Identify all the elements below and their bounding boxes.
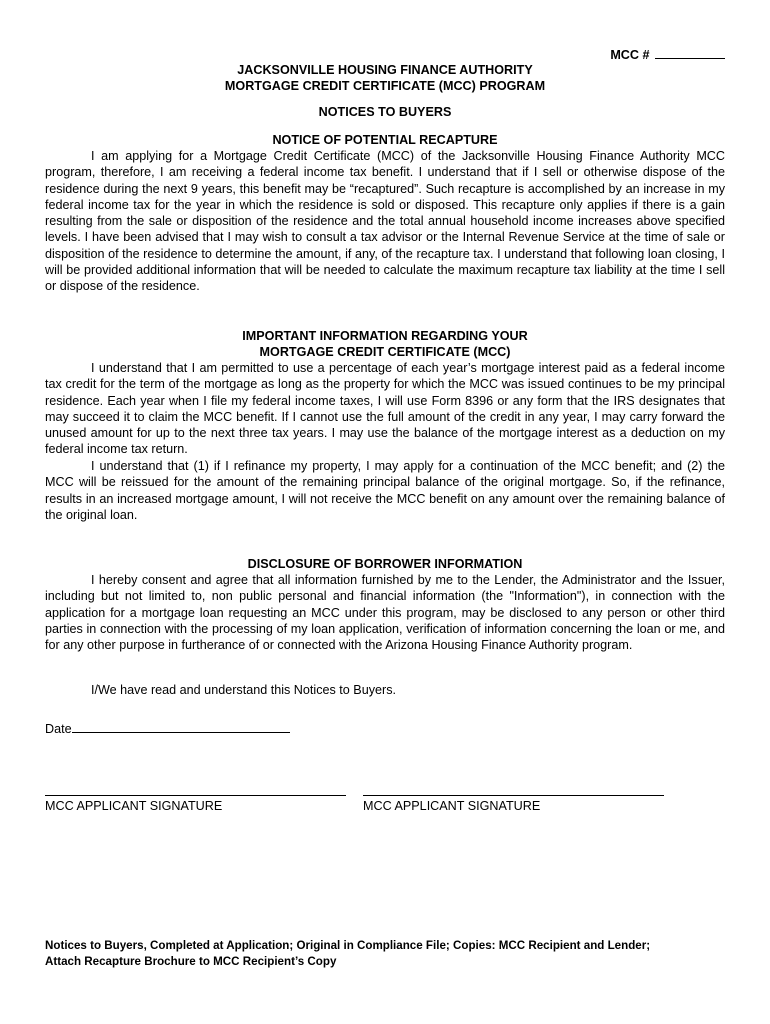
recapture-heading: NOTICE OF POTENTIAL RECAPTURE [272, 133, 498, 147]
date-label: Date [45, 722, 72, 736]
authority-title: JACKSONVILLE HOUSING FINANCE AUTHORITY [237, 63, 533, 77]
mcc-number-blank[interactable] [655, 47, 725, 59]
footer-note [45, 938, 735, 970]
date-field [45, 720, 290, 736]
mcc-number-label: MCC # [610, 48, 650, 62]
important-heading-line1: IMPORTANT INFORMATION REGARDING YOUR [242, 329, 528, 343]
footer-line-2: Attach Recapture Brochure to MCC Recipient’s Copy [45, 955, 337, 968]
signature-line-right[interactable] [363, 795, 664, 796]
date-blank[interactable] [72, 720, 290, 733]
signature-line-left[interactable] [45, 795, 346, 796]
signature-label-left: MCC APPLICANT SIGNATURE [45, 799, 223, 813]
notices-title: NOTICES TO BUYERS [318, 105, 452, 119]
footer-line-1: Notices to Buyers, Completed at Application; Original in Compliance File; Copies: MCC Recipient and Lender; [45, 939, 651, 952]
important-paragraph-2: I understand that (1) if I refinance my property, I may apply for a continuation of the MCC benefit; and (2) the MCC will be reissued for the amount of the remaining principal balance of the original mortgage. So, if the refinance, results in an increased mortgage amount, I will not receive the MCC benefit on any amount over the remaining balance of the original loan. [45, 459, 725, 522]
mcc-number-field [610, 47, 725, 62]
disclosure-heading: DISCLOSURE OF BORROWER INFORMATION [247, 557, 523, 571]
acknowledgement-text: I/We have read and understand this Notices to Buyers. [91, 683, 396, 697]
important-paragraph-1: I understand that I am permitted to use a percentage of each year’s mortgage interest paid as a federal income tax credit for the term of the mortgage as long as the property for which the MCC was issued continues to be my principal residence. Each year when I file my federal income taxes, I will use Form 8396 or any form that the IRS designates that may succeed it to claim the MCC benefit. If I cannot use the full amount of the credit in any year, I may carry forward the unused amount for up to the next three tax years. I may use the balance of the mortgage interest as a deduction on my federal income tax return. [45, 361, 725, 457]
important-heading-line2: MORTGAGE CREDIT CERTIFICATE (MCC) [259, 345, 511, 359]
recapture-paragraph: I am applying for a Mortgage Credit Certificate (MCC) of the Jacksonville Housing Finance Authority MCC program, therefore, I am receiving a federal income tax benefit. I understand that if I sell or otherwise dispose of the residence during the next 9 years, this benefit may be “recaptured”. Such recapture is accomplished by an increase in my federal income tax for the year in which the residence is sold or disposed. This recapture only applies if there is a gain resulting from the sale or disposition of the residence and the total annual household income increases above specified levels. I have been advised that I may wish to consult a tax advisor or the Internal Revenue Service at the time of sale or disposition of the residence to determine the amount, if any, of the recapture tax. I understand that following loan closing, I will be provided additional information that will be needed to calculate the maximum recapture tax liability at the time I sell or dispose of the residence. [45, 149, 725, 294]
disclosure-paragraph: I hereby consent and agree that all information furnished by me to the Lender, the Administrator and the Issuer, including but not limited to, non public personal and financial information (the "Information"), in connection with the application for a mortgage loan requesting an MCC under this program, may be disclosed to any person or other third parties in connection with the processing of my loan application, verification of information concerning the loan or me, and for any other purpose in furtherance of or connected with the Arizona Housing Finance Authority program. [45, 573, 725, 653]
signature-label-right: MCC APPLICANT SIGNATURE [363, 799, 541, 813]
program-title: MORTGAGE CREDIT CERTIFICATE (MCC) PROGRAM [224, 79, 546, 93]
